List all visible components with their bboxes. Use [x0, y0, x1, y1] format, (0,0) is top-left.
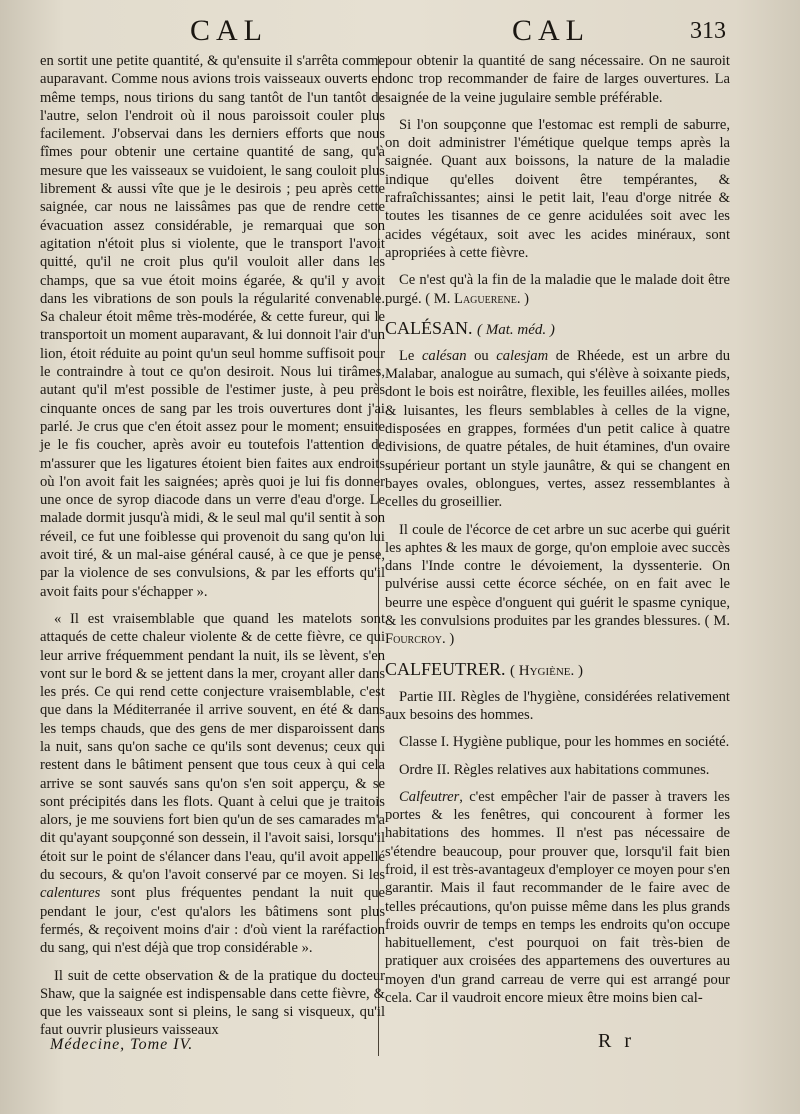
calesan-paragraph-1	[385, 347, 730, 512]
calfeutrer-category: ( Hygiène. )	[510, 662, 584, 679]
footer-signature: R r	[598, 1030, 635, 1052]
calesan-paragraph-2	[385, 521, 730, 649]
left-paragraph-2	[40, 610, 385, 958]
right-p3-text: Ce n'est qu'à la fin de la maladie que le malade doit être purgé. ( M.	[385, 272, 730, 307]
footer-volume: Médecine, Tome IV.	[50, 1036, 194, 1053]
classe-line: Classe I. Hygiène publique, pour les hommes en société.	[399, 734, 730, 751]
right-p3-end: . )	[516, 290, 530, 307]
calesan-title: CALÉSAN.	[385, 317, 473, 338]
left-p2-text: « Il est vraisemblable que quand les matelots sont attaqués de cette chaleur violente & de cette fièvre, ce qui leur arrive fréquemment pendant la nuit, ils se lèvent, s'en vont sur le bord & se jettent dans la mer, croyant aller dans les prés. Ce qui rend cette conjecture vraisemblable, c'est que dans la Méditerranée il arrive souvent, en été & dans les temps chauds, que des gens de mer disparoissent dans la nuit, sans qu'on sache ce qu'ils sont devenus; ceux qui restent dans le bâtiment pensent que tous ceux à qui cela arrive se sont sauvés sans qu'on s'en soit apperçu, & se sont précipités dans les flots. Quant à celui que je traitois alors, je me souviens fort bien qu'un de ses camarades m'a dit qu'ayant soupçonné son dessein, il l'avoit saisi, lorsqu'il étoit sur le point de s'élancer dans l'eau, qu'il avoit appellé du secours, & qu'on l'avoit conservé par ce moyen. Si les	[40, 610, 385, 884]
left-paragraph-3: Il suit de cette observation & de la pratique du docteur Shaw, que la saignée est indispensable dans cette fièvre, & que les vaisseaux sont si pleins, le sang si visqueux, qu'il faut ouvrir plusieurs vaisseaux	[40, 967, 385, 1039]
left-column	[40, 52, 385, 1049]
calesan-p1-start: Le	[399, 347, 422, 364]
right-paragraph-3	[385, 271, 730, 308]
left-p2-italic: calentures	[40, 885, 101, 902]
calesan-p2-text: Il coule de l'écorce de cet arbre un suc acerbe qui guérit les aphtes & les maux de gorge, qu'on emploie avec succès dans l'Inde contre le dévoiement, la dyssenterie. On pulvérise aussi cette écorce séchée, on en fait avec le beurre une espèce d'onguent qui guérit le spasme cynique, & les convulsions produites par les grandes blessures. ( M.	[385, 521, 730, 630]
calesan-term-1: calésan	[421, 347, 467, 364]
calesan-term-2: calesjam	[496, 347, 549, 364]
author-fourcroy: Fourcroy	[385, 631, 443, 648]
ordre-line: Ordre II. Règles relatives aux habitations communes.	[399, 761, 710, 778]
left-paragraph-1: en sortit une petite quantité, & qu'ensuite il s'arrêta comme auparavant. Comme nous avions trois vaisseaux ouverts en même temps, nous tirions du sang tantôt de l'un tantôt de l'autre, selon l'endroit où il nous paroissoit couler plus facilement. J'observai dans les derniers efforts que nous fîmes pour obtenir une certaine quantité de sang, qu'à mesure que les vaisseaux se vuidoient, le sang couloit plus librement & aussi vîte que je le desirois ; peu après cette saignée, car nous ne laissâmes pas que de rendre cette évacuation assez considérable, je remarquai que son agitation n'étoit plus si violente, que le transport l'avoit quitté, qu'il ne croit plus qu'il vouloit aller dans les champs, que sa vue étoit moins égarée, & qu'il y avoit dans les vibrations de son pouls la régularité convenable. Sa chaleur étoit même très-modérée, & cette fureur, qui le transportoit un moment auparavant, & lui donnoit l'air d'un lion, étoit réduite au point qu'un seul homme suffisoit pour le contraindre à tout ce qu'on desiroit. Nous lui tirâmes, autant qu'il m'est possible de l'estimer juste, à peu près cinquante onces de sang par les trois ouvertures dont j'ai parlé. Je crus que c'en étoit assez pour le moment; ensuite je le fis coucher, après avoir eu toutefois l'attention de m'assurer que les ligatures étoient bien faites aux endroits où l'on avoit fait les saignées; après quoi je lui fis donner une once de syrop diacode dans un verre d'eau d'orge. Le malade dormit jusqu'à midi, & le seul mal qu'il sentit à son réveil, ce fut une foiblesse qui provenoit du sang qu'on lui avoit tiré, & un mal-aise général causé, à ce que je pense, par la violence de ses convulsions, & par les efforts qu'il avoit faits pour s'échapper ».	[40, 53, 385, 600]
calfeutrer-term: Calfeutrer	[399, 788, 460, 805]
calesan-p2-end: . )	[442, 631, 455, 648]
entry-heading-calfeutrer	[385, 658, 730, 682]
author-laguerene: Laguerene	[454, 290, 517, 307]
right-column	[385, 52, 730, 1016]
partie-line: Partie III. Règles de l'hygiène, considérées relativement aux besoins des hommes.	[385, 688, 730, 723]
page-number: 313	[690, 18, 726, 44]
right-paragraph-1: pour obtenir la quantité de sang nécessaire. On ne sauroit donc trop recommander de faire de larges ouvertures. La saignée de la veine jugulaire semble préférable.	[385, 53, 730, 106]
entry-heading-calesan	[385, 317, 730, 341]
right-paragraph-2: Si l'on soupçonne que l'estomac est rempli de saburre, on doit administrer l'émétique quelque temps après la saignée. Quant aux boissons, la nature de la maladie indique qu'elles doivent être tempérantes, & rafraîchissantes; ainsi le petit lait, l'eau d'orge nitrée & toutes les tisannes de ce genre acidulées soit avec les acides végétaux, soit avec les acides minéraux, sont apropriées à cette fièvre.	[385, 116, 730, 261]
calesan-p1-mid: ou	[466, 347, 497, 364]
calfeutrer-text: , c'est empêcher l'air de passer à travers les portes & les fenêtres, qui concourent à former les habitations des hommes. Il n'est pas nécessaire de s'étendre beaucoup, pour prouver que, lorsqu'il fait bien froid, il est très-avantageux d'employer ce moyen pour s'en garantir. Mais il faut recommander de le faire avec de telles précautions, qu'on puisse même dans les plus grands froids ouvrir de temps en temps les endroits qu'on occupe habituellement, c'est pourquoi on fait très-bien de pratiquer aux croisées des appartemens des ouvertures au moyen d'un grand carreau de verre qui est arrangé pour cela. Car il vaudroit encore mieux être moins bien cal-	[385, 788, 730, 1007]
left-p2-text-end: sont plus fréquentes pendant la nuit que pendant le jour, c'est qu'alors les bâtimens sont plus fermés, & reçoivent moins d'air : d'où vient la raréfaction du sang, qui n'est déjà que trop considérable ».	[40, 885, 385, 957]
calesan-p1-rest: de Rhéede, est un arbre du Malabar, analogue au sumach, qui s'élève à soixante pieds, dont le bois est noirâtre, flexible, les feuilles ailées, molles & luisantes, les fleurs semblables à celles de la vigne, disposées en grappes, formées d'un petit calice à quatre divisions, de quatre pétales, de huit étamines, d'un ovaire supérieur portant un style jaunâtre, & qui se changent en bayes ovales, oblongues, vertes, assez ressemblantes à celles du groseillier.	[385, 347, 731, 511]
running-head-left: CAL	[190, 14, 268, 47]
calfeutrer-title: CALFEUTRER.	[385, 658, 506, 679]
running-head-right: CAL	[512, 14, 590, 47]
calesan-category: ( Mat. méd. )	[477, 321, 555, 338]
running-head	[0, 14, 800, 50]
calfeutrer-paragraph	[385, 788, 730, 1008]
